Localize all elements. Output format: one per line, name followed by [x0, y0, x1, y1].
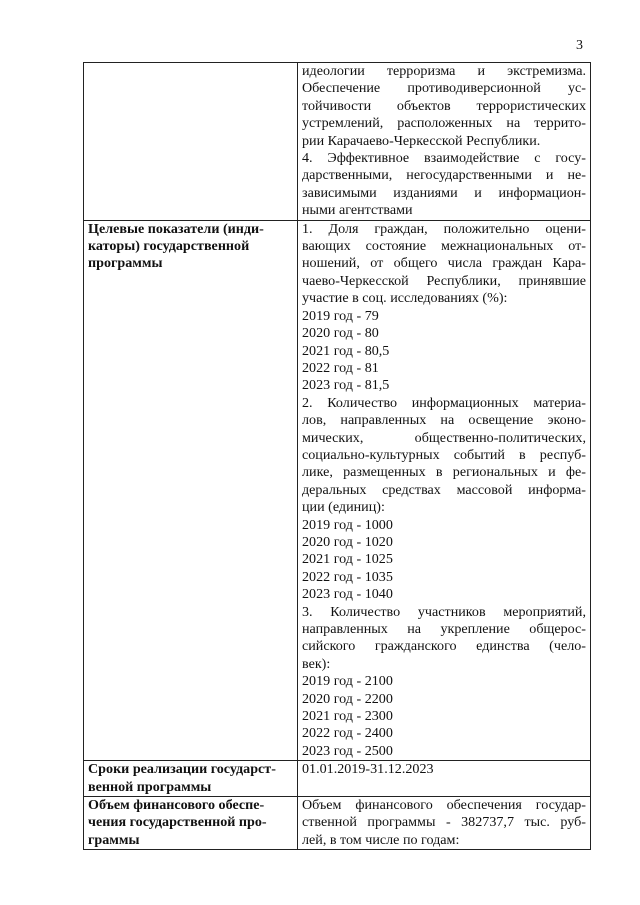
text-line: деральных средствах массовой информа-	[302, 481, 586, 498]
text-line: ции (единиц):	[302, 499, 385, 516]
year-value: 2019 год - 79	[302, 307, 379, 324]
year-value: 2022 год - 81	[302, 359, 379, 376]
year-value: 2023 год - 1040	[302, 586, 393, 603]
label-line: каторы) государственной	[88, 238, 250, 255]
text-line: ственной программы - 382737,7 тыс. руб-	[302, 814, 586, 831]
label-line: программы	[88, 255, 163, 272]
row-content-cell	[298, 761, 591, 797]
year-value: 2023 год - 2500	[302, 742, 393, 759]
period-value: 01.01.2019-31.12.2023	[302, 761, 434, 778]
text-line: дарственными, негосударственными и не-	[302, 167, 586, 184]
text-line: лов, направленных на освещение эконо-	[302, 412, 586, 429]
program-passport-table	[83, 62, 591, 850]
row-content-cell	[298, 797, 591, 850]
label-line: граммы	[88, 831, 140, 848]
text-line: социально-культурных событий в респуб-	[302, 446, 586, 463]
label-line: Объем финансового обеспе-	[88, 797, 265, 814]
label-line: Целевые показатели (инди-	[88, 220, 264, 237]
text-line: 2. Количество информационных материа-	[302, 394, 586, 411]
row-label-cell	[84, 797, 298, 850]
text-line: 1. Доля граждан, положительно оцени-	[302, 220, 586, 237]
text-line: устремлений, расположенных на террито-	[302, 115, 586, 132]
year-value: 2021 год - 80,5	[302, 342, 390, 359]
text-line: лей, в том числе по годам:	[302, 831, 460, 848]
row-content-cell	[298, 220, 591, 761]
text-line: чаево-Черкесской Республики, принявшие	[302, 272, 586, 289]
text-line: ными агентствами	[302, 202, 413, 219]
text-line: рии Карачаево-Черкесской Республики.	[302, 132, 541, 149]
row-label-cell	[84, 761, 298, 797]
year-value: 2019 год - 1000	[302, 516, 393, 533]
year-value: 2020 год - 1020	[302, 533, 393, 550]
text-line: лике, размещенных в региональных и фе-	[302, 464, 586, 481]
label-line: чения государственной про-	[88, 814, 267, 831]
year-value: 2019 год - 2100	[302, 673, 393, 690]
text-line: направленных на укрепление общерос-	[302, 621, 586, 637]
label-line: Сроки реализации государст-	[88, 761, 276, 778]
table-row	[84, 761, 591, 797]
year-value: 2020 год - 2200	[302, 690, 393, 707]
year-value: 2021 год - 1025	[302, 551, 393, 568]
year-value: 2022 год - 1035	[302, 568, 393, 585]
text-line: идеологии терроризма и экстремизма.	[302, 63, 586, 79]
table-row	[84, 797, 591, 850]
text-line: век):	[302, 655, 331, 672]
label-line: венной программы	[88, 778, 212, 795]
text-line: тойчивости объектов террористических	[302, 97, 586, 114]
row-label-cell	[84, 63, 298, 221]
page-number: 3	[576, 38, 583, 53]
year-value: 2021 год - 2300	[302, 708, 393, 725]
table-row	[84, 220, 591, 761]
text-line: сийского гражданского единства (чело-	[302, 638, 586, 655]
row-content-cell	[298, 63, 591, 221]
text-line: Объем финансового обеспечения государ-	[302, 797, 586, 814]
year-value: 2022 год - 2400	[302, 725, 393, 742]
text-line: Обеспечение противодиверсионной ус-	[302, 80, 586, 97]
table-row	[84, 63, 591, 221]
year-value: 2023 год - 81,5	[302, 377, 390, 394]
text-line: зависимыми изданиями и информацион-	[302, 184, 586, 201]
text-line: 3. Количество участников мероприятий,	[302, 603, 586, 620]
year-value: 2020 год - 80	[302, 325, 379, 342]
text-line: вающих состояние межнациональных от-	[302, 238, 586, 255]
text-line: мических, общественно-политических,	[302, 429, 586, 446]
text-line: ношений, от общего числа граждан Кара-	[302, 255, 586, 272]
text-line: участие в соц. исследованиях (%):	[302, 290, 508, 307]
text-line: 4. Эффективное взаимодействие с госу-	[302, 150, 586, 167]
row-label-cell	[84, 220, 298, 761]
